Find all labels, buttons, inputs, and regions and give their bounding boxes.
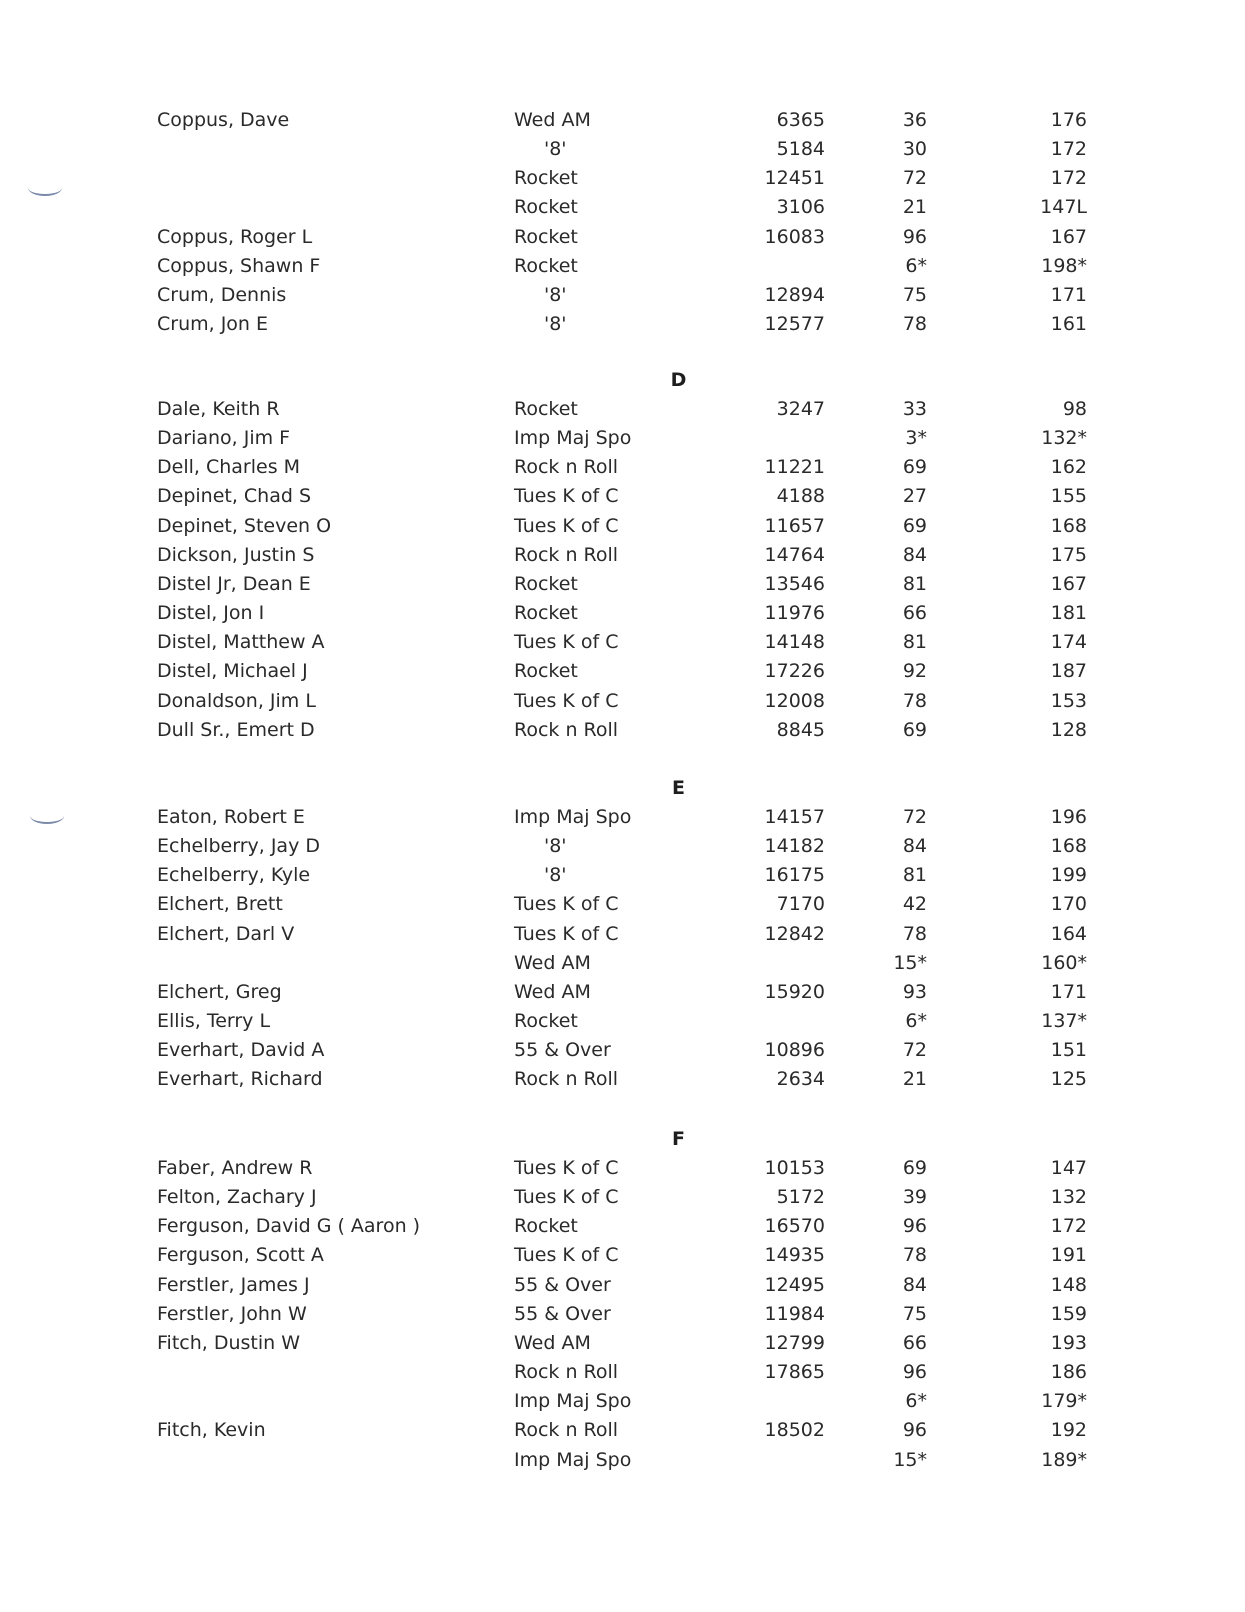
- league-name: Tues K of C: [514, 690, 619, 712]
- games-count: 75: [902, 1303, 927, 1325]
- bowler-name: Crum, Dennis: [157, 284, 287, 306]
- league-name: Wed AM: [514, 981, 591, 1003]
- section-letter-heading: E: [672, 777, 685, 799]
- table-row: [0, 511, 1245, 541]
- average: 160*: [1041, 952, 1087, 974]
- average: 132*: [1041, 427, 1087, 449]
- league-name: Imp Maj Spo: [514, 806, 632, 828]
- table-row: [0, 1299, 1245, 1329]
- average: 170: [1050, 893, 1087, 915]
- bowler-name: Faber, Andrew R: [157, 1157, 313, 1179]
- games-count: 72: [902, 806, 927, 828]
- bowler-name: Depinet, Steven O: [157, 515, 332, 537]
- games-count: 66: [902, 602, 927, 624]
- league-name: Rocket: [514, 1010, 578, 1032]
- total-pins: 11984: [764, 1303, 825, 1325]
- league-name: Tues K of C: [514, 1157, 619, 1179]
- table-row: [0, 598, 1245, 628]
- league-name: '8': [544, 313, 567, 335]
- average: 132: [1050, 1186, 1087, 1208]
- average: 162: [1050, 456, 1087, 478]
- table-row: [0, 222, 1245, 252]
- table-row: [0, 1153, 1245, 1183]
- games-count: 78: [902, 690, 927, 712]
- table-row: [0, 1182, 1245, 1212]
- league-name: Tues K of C: [514, 485, 619, 507]
- games-count: 72: [902, 1039, 927, 1061]
- games-count: 36: [902, 109, 927, 131]
- bowler-name: Fitch, Dustin W: [157, 1332, 301, 1354]
- games-count: 6*: [905, 1390, 927, 1412]
- table-row: [0, 1006, 1245, 1036]
- bowler-name: Eaton, Robert E: [157, 806, 305, 828]
- table-row: [0, 394, 1245, 424]
- average: 167: [1050, 573, 1087, 595]
- total-pins: 18502: [764, 1419, 825, 1441]
- bowler-name: Dickson, Justin S: [157, 544, 315, 566]
- total-pins: 12495: [764, 1274, 825, 1296]
- total-pins: 17226: [764, 660, 825, 682]
- average: 153: [1050, 690, 1087, 712]
- league-name: Tues K of C: [514, 631, 619, 653]
- average: 171: [1050, 284, 1087, 306]
- table-row: [0, 192, 1245, 222]
- total-pins: 16570: [764, 1215, 825, 1237]
- games-count: 15*: [893, 1449, 927, 1471]
- table-row: [0, 627, 1245, 657]
- league-name: Wed AM: [514, 952, 591, 974]
- table-row: [0, 656, 1245, 686]
- bowler-name: Everhart, David A: [157, 1039, 325, 1061]
- games-count: 21: [902, 1068, 927, 1090]
- games-count: 78: [902, 313, 927, 335]
- bowler-name: Ellis, Terry L: [157, 1010, 271, 1032]
- table-row: [0, 134, 1245, 164]
- table-row: [0, 105, 1245, 135]
- table-row: [0, 1035, 1245, 1065]
- league-name: 55 & Over: [514, 1303, 611, 1325]
- table-row: [0, 423, 1245, 453]
- league-name: Rock n Roll: [514, 719, 619, 741]
- league-name: Rock n Roll: [514, 456, 619, 478]
- table-row: [0, 1415, 1245, 1445]
- bowler-name: Coppus, Shawn F: [157, 255, 321, 277]
- average: 128: [1050, 719, 1087, 741]
- games-count: 92: [902, 660, 927, 682]
- bowler-name: Ferstler, John W: [157, 1303, 307, 1325]
- table-row: [0, 452, 1245, 482]
- total-pins: 16175: [764, 864, 825, 886]
- total-pins: 12008: [764, 690, 825, 712]
- table-row: [0, 1211, 1245, 1241]
- table-row: [0, 715, 1245, 745]
- bowler-name: Ferguson, Scott A: [157, 1244, 324, 1266]
- table-row: [0, 889, 1245, 919]
- table-row: [0, 1445, 1245, 1475]
- average: 125: [1050, 1068, 1087, 1090]
- games-count: 96: [902, 1361, 927, 1383]
- games-count: 66: [902, 1332, 927, 1354]
- games-count: 96: [902, 226, 927, 248]
- league-name: '8': [544, 284, 567, 306]
- league-name: Tues K of C: [514, 1186, 619, 1208]
- games-count: 84: [902, 1274, 927, 1296]
- games-count: 75: [902, 284, 927, 306]
- games-count: 78: [902, 923, 927, 945]
- bowler-name: Crum, Jon E: [157, 313, 269, 335]
- league-name: 55 & Over: [514, 1039, 611, 1061]
- games-count: 69: [902, 456, 927, 478]
- games-count: 84: [902, 835, 927, 857]
- league-name: Rocket: [514, 573, 578, 595]
- average: 179*: [1041, 1390, 1087, 1412]
- games-count: 69: [902, 719, 927, 741]
- average: 172: [1050, 167, 1087, 189]
- games-count: 69: [902, 515, 927, 537]
- games-count: 21: [902, 196, 927, 218]
- average: 147L: [1040, 196, 1087, 218]
- average: 181: [1050, 602, 1087, 624]
- average: 151: [1050, 1039, 1087, 1061]
- average: 186: [1050, 1361, 1087, 1383]
- bowler-name: Distel, Michael J: [157, 660, 308, 682]
- total-pins: 16083: [764, 226, 825, 248]
- league-name: Wed AM: [514, 109, 591, 131]
- table-row: [0, 163, 1245, 193]
- total-pins: 17865: [764, 1361, 825, 1383]
- bowler-name: Echelberry, Kyle: [157, 864, 311, 886]
- total-pins: 12577: [764, 313, 825, 335]
- average: 199: [1050, 864, 1087, 886]
- league-name: Rock n Roll: [514, 1361, 619, 1383]
- bowler-name: Ferguson, David G ( Aaron ): [157, 1215, 421, 1237]
- total-pins: 14764: [764, 544, 825, 566]
- total-pins: 8845: [776, 719, 825, 741]
- league-name: '8': [544, 138, 567, 160]
- total-pins: 2634: [776, 1068, 825, 1090]
- total-pins: 11221: [764, 456, 825, 478]
- league-name: '8': [544, 835, 567, 857]
- section-letter-heading: F: [672, 1128, 685, 1150]
- table-row: [0, 919, 1245, 949]
- league-name: '8': [544, 864, 567, 886]
- average: 147: [1050, 1157, 1087, 1179]
- table-row: [0, 1328, 1245, 1358]
- bowler-name: Coppus, Dave: [157, 109, 290, 131]
- total-pins: 5172: [776, 1186, 825, 1208]
- section-letter-heading: D: [670, 369, 687, 391]
- bowler-name: Donaldson, Jim L: [157, 690, 316, 712]
- bowler-name: Fitch, Kevin: [157, 1419, 266, 1441]
- total-pins: 11976: [764, 602, 825, 624]
- average: 198*: [1041, 255, 1087, 277]
- average: 161: [1050, 313, 1087, 335]
- table-row: [0, 540, 1245, 570]
- table-row: [0, 1386, 1245, 1416]
- table-row: [0, 1357, 1245, 1387]
- total-pins: 6365: [776, 109, 825, 131]
- league-name: Rocket: [514, 167, 578, 189]
- games-count: 30: [902, 138, 927, 160]
- games-count: 96: [902, 1419, 927, 1441]
- table-row: [0, 1064, 1245, 1094]
- games-count: 6*: [905, 1010, 927, 1032]
- games-count: 78: [902, 1244, 927, 1266]
- league-name: Rock n Roll: [514, 544, 619, 566]
- table-row: [0, 280, 1245, 310]
- league-name: Rocket: [514, 398, 578, 420]
- games-count: 3*: [905, 427, 927, 449]
- average: 159: [1050, 1303, 1087, 1325]
- bowler-name: Distel, Jon I: [157, 602, 265, 624]
- league-name: Tues K of C: [514, 893, 619, 915]
- total-pins: 12894: [764, 284, 825, 306]
- league-name: Rocket: [514, 255, 578, 277]
- table-row: [0, 481, 1245, 511]
- bowler-name: Dale, Keith R: [157, 398, 280, 420]
- average: 187: [1050, 660, 1087, 682]
- total-pins: 15920: [764, 981, 825, 1003]
- total-pins: 14148: [764, 631, 825, 653]
- league-name: Wed AM: [514, 1332, 591, 1354]
- bowler-name: Dell, Charles M: [157, 456, 301, 478]
- table-row: [0, 1240, 1245, 1270]
- total-pins: 5184: [776, 138, 825, 160]
- bowler-name: Elchert, Greg: [157, 981, 282, 1003]
- table-row: [0, 686, 1245, 716]
- games-count: 84: [902, 544, 927, 566]
- bowler-name: Distel, Matthew A: [157, 631, 325, 653]
- league-name: Rocket: [514, 196, 578, 218]
- total-pins: 3106: [776, 196, 825, 218]
- average: 191: [1050, 1244, 1087, 1266]
- total-pins: 14182: [764, 835, 825, 857]
- average: 168: [1050, 835, 1087, 857]
- games-count: 15*: [893, 952, 927, 974]
- bowler-name: Dull Sr., Emert D: [157, 719, 315, 741]
- games-count: 69: [902, 1157, 927, 1179]
- total-pins: 12799: [764, 1332, 825, 1354]
- table-row: [0, 860, 1245, 890]
- games-count: 81: [902, 864, 927, 886]
- total-pins: 14935: [764, 1244, 825, 1266]
- games-count: 96: [902, 1215, 927, 1237]
- bowler-name: Ferstler, James J: [157, 1274, 310, 1296]
- games-count: 39: [902, 1186, 927, 1208]
- games-count: 93: [902, 981, 927, 1003]
- total-pins: 3247: [776, 398, 825, 420]
- league-name: Rocket: [514, 602, 578, 624]
- bowler-name: Depinet, Chad S: [157, 485, 312, 507]
- total-pins: 7170: [776, 893, 825, 915]
- league-name: Rocket: [514, 660, 578, 682]
- average: 172: [1050, 138, 1087, 160]
- games-count: 42: [902, 893, 927, 915]
- league-name: Rock n Roll: [514, 1419, 619, 1441]
- league-name: Imp Maj Spo: [514, 427, 632, 449]
- league-name: Tues K of C: [514, 1244, 619, 1266]
- games-count: 81: [902, 573, 927, 595]
- league-name: 55 & Over: [514, 1274, 611, 1296]
- bowler-name: Elchert, Darl V: [157, 923, 295, 945]
- games-count: 6*: [905, 255, 927, 277]
- league-name: Rock n Roll: [514, 1068, 619, 1090]
- average: 189*: [1041, 1449, 1087, 1471]
- league-name: Rocket: [514, 1215, 578, 1237]
- total-pins: 10153: [764, 1157, 825, 1179]
- games-count: 33: [902, 398, 927, 420]
- table-row: [0, 948, 1245, 978]
- average: 196: [1050, 806, 1087, 828]
- total-pins: 4188: [776, 485, 825, 507]
- average: 168: [1050, 515, 1087, 537]
- average: 174: [1050, 631, 1087, 653]
- total-pins: 10896: [764, 1039, 825, 1061]
- table-row: [0, 569, 1245, 599]
- average: 193: [1050, 1332, 1087, 1354]
- total-pins: 11657: [764, 515, 825, 537]
- average: 167: [1050, 226, 1087, 248]
- average: 98: [1062, 398, 1087, 420]
- league-name: Rocket: [514, 226, 578, 248]
- table-row: [0, 251, 1245, 281]
- total-pins: 12842: [764, 923, 825, 945]
- bowler-name: Felton, Zachary J: [157, 1186, 317, 1208]
- average: 171: [1050, 981, 1087, 1003]
- total-pins: 12451: [764, 167, 825, 189]
- bowler-name: Dariano, Jim F: [157, 427, 291, 449]
- bowler-name: Everhart, Richard: [157, 1068, 323, 1090]
- league-name: Tues K of C: [514, 515, 619, 537]
- total-pins: 14157: [764, 806, 825, 828]
- bowler-name: Elchert, Brett: [157, 893, 283, 915]
- league-name: Imp Maj Spo: [514, 1390, 632, 1412]
- average: 148: [1050, 1274, 1087, 1296]
- games-count: 72: [902, 167, 927, 189]
- average: 176: [1050, 109, 1087, 131]
- table-row: [0, 802, 1245, 832]
- games-count: 81: [902, 631, 927, 653]
- average: 137*: [1041, 1010, 1087, 1032]
- bowler-name: Echelberry, Jay D: [157, 835, 320, 857]
- games-count: 27: [902, 485, 927, 507]
- table-row: [0, 977, 1245, 1007]
- average: 175: [1050, 544, 1087, 566]
- bowler-name: Coppus, Roger L: [157, 226, 313, 248]
- bowler-name: Distel Jr, Dean E: [157, 573, 311, 595]
- average: 164: [1050, 923, 1087, 945]
- average: 192: [1050, 1419, 1087, 1441]
- league-name: Imp Maj Spo: [514, 1449, 632, 1471]
- table-row: [0, 831, 1245, 861]
- average: 172: [1050, 1215, 1087, 1237]
- table-row: [0, 1270, 1245, 1300]
- table-row: [0, 309, 1245, 339]
- total-pins: 13546: [764, 573, 825, 595]
- average: 155: [1050, 485, 1087, 507]
- league-name: Tues K of C: [514, 923, 619, 945]
